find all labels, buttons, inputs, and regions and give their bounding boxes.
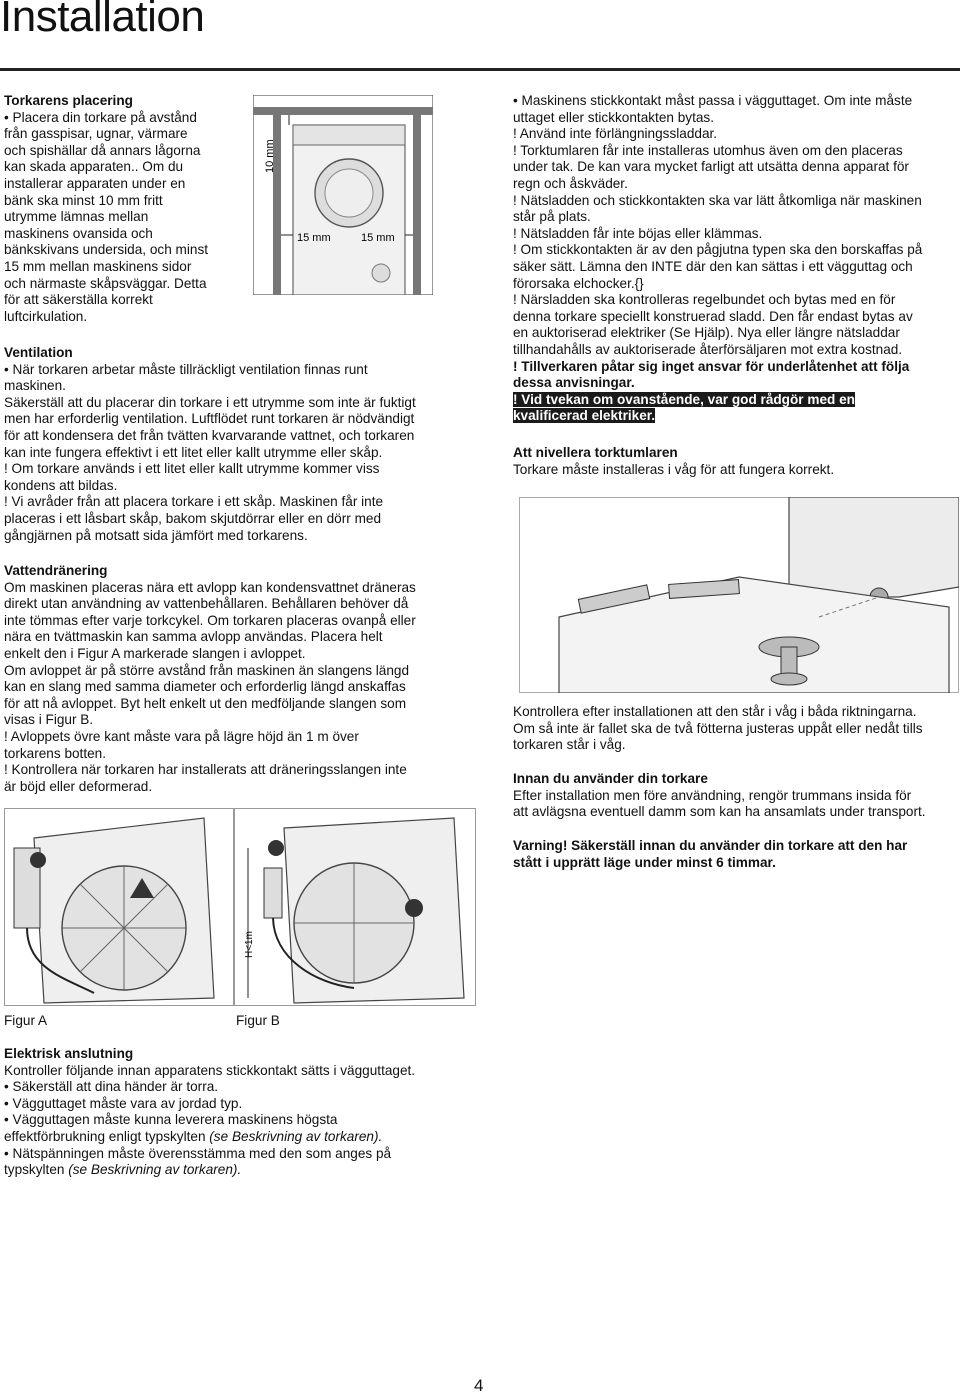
plug-line: ! Nätsladden får inte böjas eller klämmas. [513, 225, 763, 241]
electrical-bullet-1: • Säkerställ att dina händer är torra. [4, 1079, 219, 1095]
before-use-line: Efter installation men före användning, rengör trummans insida för [513, 787, 912, 803]
disclaimer-line-1: ! Tillverkaren påtar sig inget ansvar för underlåtenhet att följa [513, 358, 910, 374]
drainage-line: kan en slang med samma diameter och erforderlig längd anskaffas [4, 679, 406, 695]
placement-line: luftcirkulation. [4, 308, 88, 324]
drainage-line: torkarens botten. [4, 745, 107, 761]
drainage-line: är böjd eller deformerad. [4, 778, 153, 794]
placement-figure [253, 95, 433, 295]
figure-b-diagram [234, 808, 476, 1006]
placement-text [4, 110, 254, 326]
plug-line: under tak. De kan vara mycket farligt att utsätta denna apparat för [513, 159, 909, 175]
figure-a [4, 808, 234, 1006]
plug-line: ! Om stickkontakten är av den pågjutna typen ska den borskaffas på [513, 242, 923, 258]
ventilation-line: placeras i ett låsbart skåp, bakom skjutdörrar eller en dörr med [4, 510, 382, 526]
before-use-section [513, 771, 958, 821]
ventilation-heading: Ventilation [4, 345, 73, 360]
ventilation-line: • När torkaren arbetar måste tillräckligt ventilation finnas runt [4, 361, 368, 377]
electrical-bullet-4b [4, 1162, 474, 1179]
right-column-top [513, 93, 958, 425]
page-number: 4 [474, 1376, 484, 1395]
plug-line: denna torkare speciellt konstruerad sladd. Den får endast bytas av [513, 308, 913, 324]
drainage-line: enkelt den i Figur A markerade slangen i avloppet. [4, 645, 306, 661]
before-use-text [513, 788, 958, 821]
electrician-highlight-2: kvalificerad elektriker. [513, 408, 656, 424]
placement-line: maskinens ovansida och [4, 225, 153, 241]
gap-top-label: 10 mm [264, 139, 276, 173]
leveling-section [513, 445, 958, 478]
placement-line: från gasspisar, ugnar, värmare [4, 126, 188, 142]
page-title: Installation [0, 0, 205, 41]
ventilation-text [4, 362, 474, 545]
plug-line: en auktoriserad elektriker (Se Hjälp). Nya eller längre nätsladdar [513, 325, 900, 341]
plug-line: • Maskinens stickkontakt måst passa i vägguttaget. Om inte måste [513, 93, 913, 108]
plug-line: ! Torktumlaren får inte installeras utomhus även om den placeras [513, 142, 903, 158]
figure-a-caption: Figur A [4, 1013, 48, 1028]
placement-line: utrymme lämnas mellan [4, 209, 149, 225]
electrical-bullet-4b-text: typskylten [4, 1162, 69, 1178]
plug-line: ! Närsladden ska kontrolleras regelbundet och bytas med en för [513, 292, 896, 308]
electrical-intro: Kontroller följande innan apparatens stickkontakt sätts i vägguttaget. [4, 1062, 416, 1078]
title-rule [0, 68, 960, 71]
electrical-heading: Elektrisk anslutning [4, 1046, 134, 1061]
drainage-section [4, 563, 474, 795]
placement-line: installerar apparaten under en [4, 175, 186, 191]
check-line: Om så inte är fallet ska de två fötterna justeras uppåt eller nedåt tills [513, 720, 923, 736]
leveling-diagram [519, 497, 959, 693]
check-text [513, 704, 958, 754]
drainage-line: direkt utan användning av vattenbehållaren. Behållaren behöver då [4, 596, 409, 612]
plug-line: står på plats. [513, 209, 591, 225]
height-limit-label: H<1m [244, 931, 255, 958]
electrical-bullet-4a: • Nätspänningen måste överensstämma med den som anges på [4, 1145, 392, 1161]
electrical-bullet-3b-text: effektförbrukning enligt typskylten [4, 1128, 210, 1144]
plug-line: uttaget eller stickkontakten bytas. [513, 109, 714, 125]
before-use-line: att avlägsna eventuell damm som kan ha ansamlats under transport. [513, 804, 926, 820]
plug-line: tillhandahålls av auktoriserade återförsäljaren mot extra kostnad. [513, 341, 903, 357]
drainage-line: för att nå avloppet. Byt helt enkelt ut den medföljande slangen som [4, 695, 407, 711]
plug-line: säker sätt. Lämna den INTE där den kan sättas i ett vägguttag och [513, 258, 913, 274]
drainage-line: ! Avloppets övre kant måste vara på lägre höjd än 1 m över [4, 728, 359, 744]
figure-a-diagram [4, 808, 234, 1006]
drainage-line: ! Kontrollera när torkaren har installerats att dräneringsslangen inte [4, 762, 407, 778]
placement-line: bänk ska minst 10 mm fritt [4, 192, 163, 208]
placement-line: • Placera din torkare på avstånd [4, 109, 197, 125]
ventilation-line: för att kondensera det från tvätten kvarvarande vattnet, och torkaren [4, 427, 415, 443]
figure-b [234, 808, 476, 1006]
disclaimer-line-2: dessa anvisningar. [513, 375, 635, 391]
check-line: torkaren står i våg. [513, 737, 626, 753]
check-line: Kontrollera efter installationen att den står i våg i båda riktningarna. [513, 704, 917, 719]
plug-line: ! Nätsladden och stickkontakten ska var lätt åtkomliga när maskinen [513, 192, 922, 208]
ventilation-line: kondens att bildas. [4, 477, 118, 493]
placement-section [4, 93, 254, 325]
ventilation-section [4, 345, 474, 544]
electrical-bullet-2: • Vägguttaget måste vara av jordad typ. [4, 1095, 243, 1111]
electrician-highlight-1: ! Vid tvekan om ovanstående, var god rådgör med en [513, 391, 855, 407]
before-use-heading: Innan du använder din torkare [513, 771, 708, 786]
warning-text [513, 838, 958, 871]
electrical-bullet-3b-ref: (se Beskrivning av torkaren). [209, 1128, 383, 1144]
electrical-bullet-3b [4, 1129, 474, 1146]
leveling-heading: Att nivellera torktumlaren [513, 445, 678, 460]
plug-line: förorsaka elchocker.{} [513, 275, 644, 291]
ventilation-line: maskinen. [4, 378, 66, 394]
placement-line: bänkskivans undersida, och minst [4, 242, 209, 258]
gap-left-label: 15 mm [297, 232, 331, 244]
gap-right-label: 15 mm [361, 232, 395, 244]
drainage-line: Om avloppet är på större avstånd från maskinen än slangens längd [4, 662, 410, 678]
electrical-bullet-3a: • Vägguttagen måste kunna leverera maskinens högsta [4, 1112, 338, 1128]
placement-heading: Torkarens placering [4, 93, 133, 108]
plug-text [513, 93, 958, 359]
drainage-line: Om maskinen placeras nära ett avlopp kan kondensvattnet dräneras [4, 579, 416, 595]
leveling-text: Torkare måste installeras i våg för att fungera korrekt. [513, 461, 835, 477]
plug-line: regn och åskväder. [513, 175, 628, 191]
ventilation-line: ! Om torkare används i ett litet eller kallt utrymme kommer viss [4, 461, 380, 477]
electrical-bullet-4b-ref: (se Beskrivning av torkaren). [68, 1162, 242, 1178]
placement-diagram [253, 95, 433, 295]
placement-line: kan skada apparaten.. Om du [4, 159, 184, 175]
electrical-section [4, 1046, 474, 1179]
placement-line: och spishällar då annars lågorna [4, 142, 201, 158]
ventilation-line: men har erforderlig ventilation. Luftflödet runt torkaren är nödvändigt [4, 411, 415, 427]
drainage-text [4, 580, 474, 796]
check-section [513, 704, 958, 754]
plug-line: ! Använd inte förlängningssladdar. [513, 126, 718, 142]
drainage-line: visas i Figur B. [4, 712, 94, 728]
ventilation-line: Säkerställ att du placerar din torkare i ett utrymme som inte är fuktigt [4, 394, 416, 410]
ventilation-line: gångjärnen på motsatt sida jämfört med torkarens. [4, 527, 308, 543]
figure-b-caption: Figur B [236, 1013, 280, 1028]
warning-line: Varning! Säkerställ innan du använder din torkare att den har [513, 838, 908, 853]
warning-line: stått i upprätt läge under minst 6 timmar. [513, 854, 776, 870]
placement-line: för att säkerställa korrekt [4, 292, 153, 308]
leveling-figure [519, 497, 959, 693]
drainage-line: nära en tvättmaskin kan samma avlopp användas. Placera helt [4, 629, 383, 645]
drainage-line: inte tömmas efter varje torkcykel. Om torkaren placeras ovanpå eller [4, 612, 416, 628]
placement-line: 15 mm mellan maskinens sidor [4, 258, 192, 274]
placement-line: och närmaste skåpsväggar. Detta [4, 275, 207, 291]
drainage-heading: Vattendränering [4, 563, 108, 578]
ventilation-line: ! Vi avråder från att placera torkare i ett skåp. Maskinen får inte [4, 494, 384, 510]
warning-section [513, 838, 958, 871]
ventilation-line: kan inte fungera effektivt i ett litet eller kallt utrymme eller skåp. [4, 444, 383, 460]
